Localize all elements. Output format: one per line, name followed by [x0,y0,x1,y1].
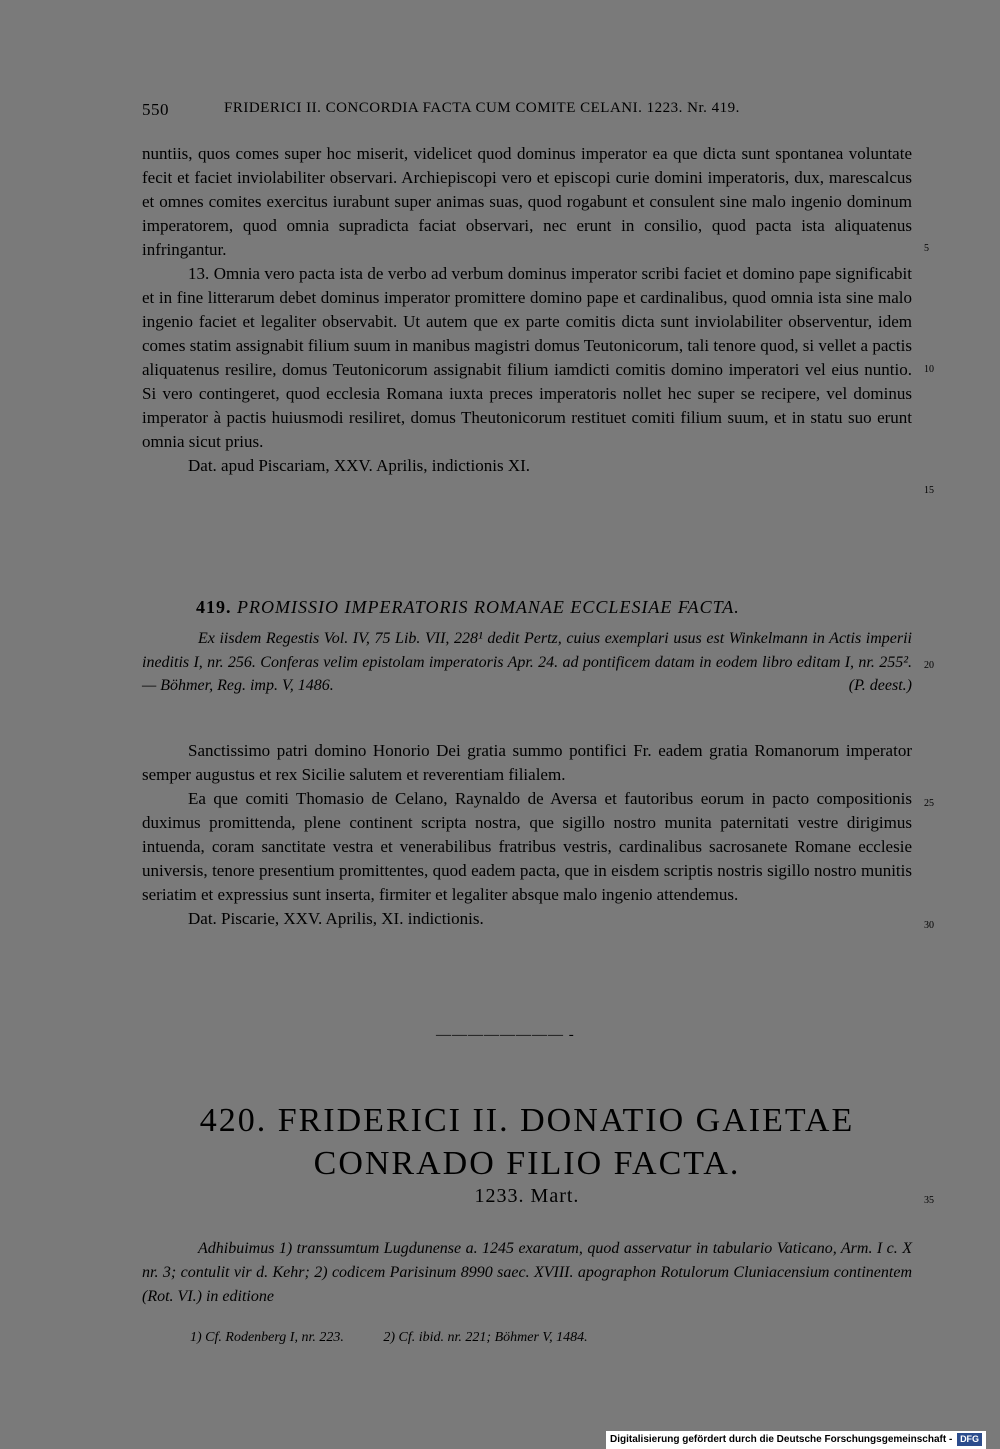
dfg-logo: DFG [957,1433,982,1446]
paragraph-13: 13. Omnia vero pacta ista de verbo ad verbum dominus imperator scribi faciet et domino pape significabit et in fine litterarum debet dominus imperator promittere domino pape et cardinalibus, quod omnia ista sine malo ingenio faciet et legaliter observabit. Ut autem que ex parte comitis dicta sunt inviolabiliter observentur, idem comes statim assignabit filium suum in manibus magistri domus Teutonicorum, tali tenore quod, si vellet a pactis aliquatenus resilire, domus Teutonicorum assignabit filium iamdicti comitis domino imperatori vel eius nuntio. Si vero contingeret, quod ecclesia Romana iuxta preces imperatoris nollet hec super se recipere, vel dominus imperator à pactis huiusmodi resiliret, domus Theutonicorum restituet comiti filium suum, et in statu suo erunt omnia sicut prius. [142,264,912,451]
note-text [142,627,912,698]
section-separator: ———————— - [436,1027,575,1043]
note-siglum: (P. deest.) [848,677,912,694]
note-body: Ex iisdem Regestis Vol. IV, 75 Lib. VII, 228¹ dedit Pertz, cuius exemplari usus est Winkelmann in Actis imperii ineditis I, nr. 256. Conferas velim epistolam imperatoris Apr. 24. ad pontificem datam in eodem libro editam I, nr. 255². — Böhmer, Reg. imp. V, 1486. [142,630,912,694]
digitization-credit [606,1431,986,1449]
text-block-418-end [142,142,912,478]
dating-clause: Dat. apud Piscariam, XXV. Aprilis, indictionis XI. [188,456,531,475]
dating-clause: Dat. Piscarie, XXV. Aprilis, XI. indictionis. [188,909,484,928]
text-block-419 [142,739,912,931]
line-number: 25 [924,798,934,809]
entry-419-heading [196,597,740,618]
entry-420-title-line2: CONRADO FILIO FACTA. [313,1145,741,1182]
footnotes [190,1330,624,1346]
footnote-2: 2) Cf. ibid. nr. 221; Böhmer V, 1484. [383,1330,588,1345]
line-number: 5 [924,243,929,254]
page-number: 550 [142,100,169,119]
running-title: FRIDERICI II. CONCORDIA FACTA CUM COMITE CELANI. 1223. Nr. 419. [224,100,740,116]
editorial-note [142,627,912,698]
entry-420-sources [142,1237,912,1309]
line-number: 15 [924,485,934,496]
line-number: 35 [924,1195,934,1206]
line-number: 10 [924,364,934,375]
paragraph: nuntiis, quos comes super hoc miserit, videlicet quod dominus imperator ea que dicta sunt spontanea voluntate fecit et faciet inviolabiliter observari. Archiepiscopi vero et episcopi curie domini imperatoris, dux, marescalcus et omnes comites exercitus iurabunt super animas suas, quod rogabunt et consulent sine malo ingenio dominum imperatorem, quod omnia supradicta faciat observari, nec erunt in consilio, quod pacta ista aliquatenus infringantur. [142,144,912,259]
entry-number: 419. [196,597,232,617]
sources-text: Adhibuimus 1) transsumtum Lugdunense a. 1245 exaratum, quod asservatur in tabulario Vaticano, Arm. I c. X nr. 3; contulit vir d. Kehr; 2) codicem Parisinum 8990 saec. XVIII. apographon Rotulorum Cluniacensium continentem (Rot. VI.) in editione [142,1240,912,1305]
salutation: Sanctissimo patri domino Honorio Dei gratia summo pontifici Fr. eadem gratia Romanorum imperator semper augustus et rex Sicilie salutem et reverentiam filialem. [142,741,912,784]
paragraph: Ea que comiti Thomasio de Celano, Raynaldo de Aversa et fautoribus eorum in pacto compositionis duximus promittenda, plene continent scripta nostra, que sigillo nostro munita paternitati vestre dirigimus intuenda, coram sanctitate vestra et venerabilibus fratribus vestris, cardinalibus sacrosanete Romane ecclesie universis, tenore presentium promittentes, quod eadem pacta, que in eisdem scriptis nostris sigillo nostro munitis seriatim et expressius sunt inserta, firmiter et legaliter absque malo ingenio attendemus. [142,789,912,904]
entry-420-title-line1: 420. FRIDERICI II. DONATIO GAIETAE [199,1102,855,1139]
line-number: 30 [924,920,934,931]
footnote-1: 1) Cf. Rodenberg I, nr. 223. [190,1330,344,1345]
line-number: 20 [924,660,934,671]
credit-text: Digitalisierung gefördert durch die Deutsche Forschungsgemeinschaft - [610,1434,953,1445]
entry-420-date: 1233. Mart. [474,1185,580,1207]
entry-title: PROMISSIO IMPERATORIS ROMANAE ECCLESIAE FACTA. [237,597,740,617]
